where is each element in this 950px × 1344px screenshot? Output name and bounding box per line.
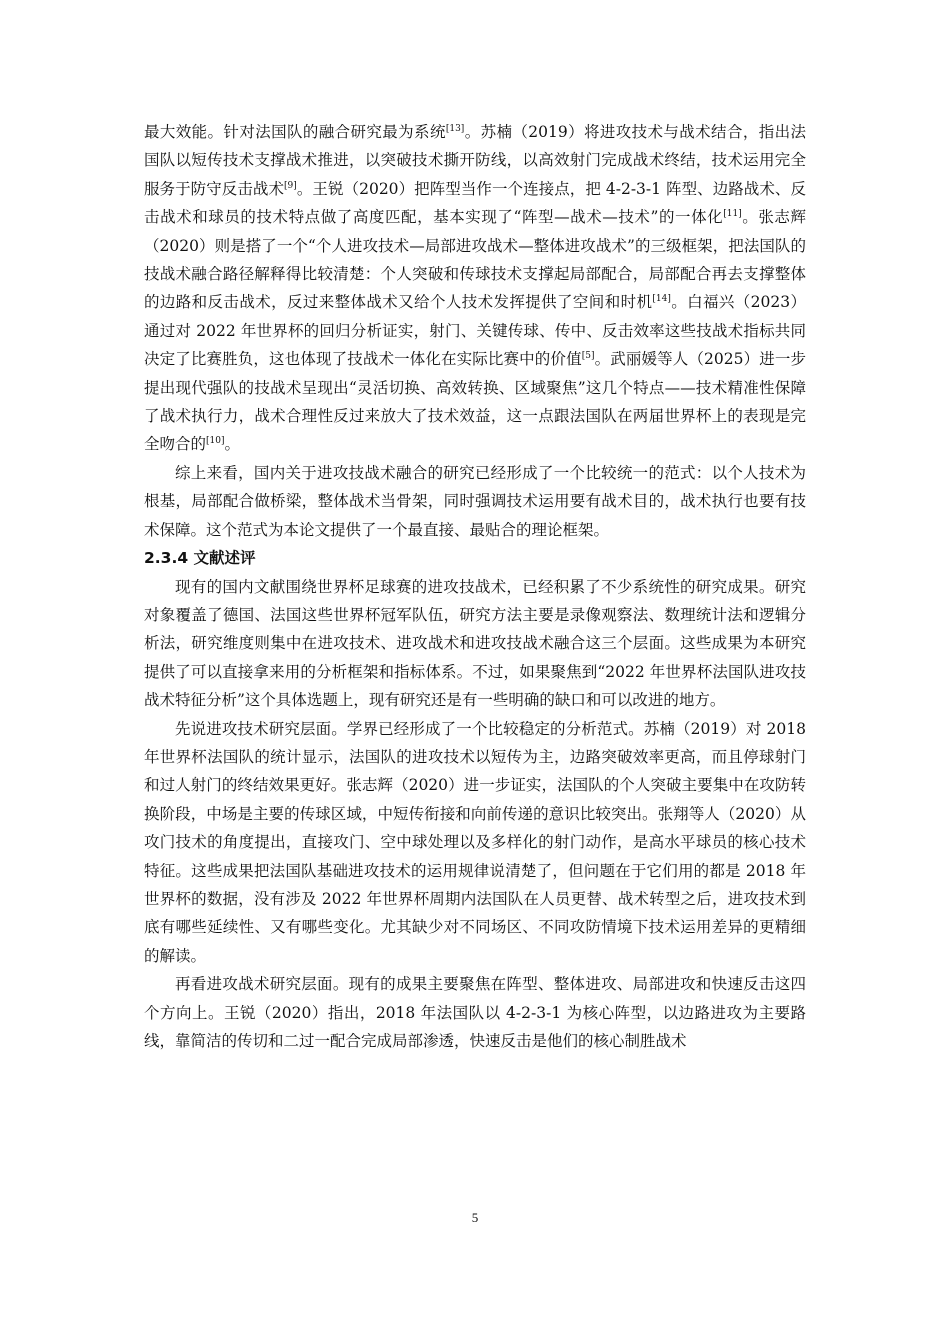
citation-marker: [11]	[723, 209, 742, 220]
paragraph-text: 。王锐（2020）把阵型当作一个连接点，把 4-2-3-1 阵型、边路战术、反击战术和球员的技术特点做了高度匹配，基本实现了“阵型—战术—技术”的一体化	[144, 179, 806, 227]
citation-marker: [14]	[652, 294, 671, 305]
paragraph-text: 最大效能。针对法国队的融合研究最为系统	[144, 123, 446, 141]
paragraph-text: 。苏楠（2019）将进攻技术与战术结合，指出法国队以短传技术支撑战术推进，以突破技术撕开防线，以高效射门完成战术终结，技术运用完全服务于防守反击战术	[144, 123, 806, 198]
paragraph-group-after-heading	[144, 573, 806, 1056]
citation-marker: [5]	[581, 351, 595, 362]
citation-marker: [10]	[206, 436, 225, 447]
page-number: 5	[471, 1210, 479, 1225]
page-body	[144, 118, 806, 1055]
paragraph-text: 。白福兴（2023）通过对 2022 年世界杯的回归分析证实，射门、关键传球、传中、反击效率这些技战术指标共同决定了比赛胜负，这也体现了技战术一体化在实际比赛中的价值	[144, 293, 806, 369]
citation-marker: [9]	[284, 180, 297, 191]
paragraph-text: 再看进攻战术研究层面。现有的成果主要聚焦在阵型、整体进攻、局部进攻和快速反击这四个方向上。王锐（2020）指出，2018 年法国队以 4-2-3-1 为核心阵型，以边路进攻为主要路线，靠简洁的传切和二过一配合完成局部渗透，快速反击是他们的核心制胜战术	[144, 975, 806, 1050]
paragraph-text: 。张志辉（2020）则是搭了一个“个人进攻技术—局部进攻战术—整体进攻战术”的三级框架，把法国队的技战术融合路径解释得比较清楚：个人突破和传球技术支撑起局部配合，局部配合再去支撑整体的边路和反击战术，反过来整体战术又给个人技术发挥提供了空间和时机	[144, 208, 806, 312]
section-heading: 2.3.4 文献述评	[144, 549, 256, 568]
body-paragraph	[144, 715, 806, 971]
paragraph-text: 综上来看，国内关于进攻技战术融合的研究已经形成了一个比较统一的范式：以个人技术为根基，局部配合做桥梁，整体战术当骨架，同时强调技术运用要有战术目的，战术执行也要有技术保障。这个范式为本论文提供了一个最直接、最贴合的理论框架。	[144, 463, 806, 539]
body-paragraph	[144, 118, 806, 459]
body-paragraph	[144, 970, 806, 1055]
paragraph-text: 现有的国内文献围绕世界杯足球赛的进攻技战术，已经积累了不少系统性的研究成果。研究对象覆盖了德国、法国这些世界杯冠军队伍，研究方法主要是录像观察法、数理统计法和逻辑分析法，研究维度则集中在进攻技术、进攻战术和进攻技战术融合这三个层面。这些成果为本研究提供了可以直接拿来用的分析框架和指标体系。不过，如果聚焦到“2022 年世界杯法国队进攻技战术特征分析”这个具体选题上，现有研究还是有一些明确的缺口和可以改进的地方。	[144, 577, 806, 710]
paragraph-text: 。	[224, 435, 241, 454]
paragraph-group-before-heading	[144, 118, 806, 544]
paragraph-text: 。武丽媛等人（2025）进一步提出现代强队的技战术呈现出“灵活切换、高效转换、区域聚焦”这几个特点——技术精准性保障了战术执行力，战术合理性反过来放大了技术效益，这一点跟法国队在两届世界杯上的表现是完全吻合的	[144, 350, 806, 454]
citation-marker: [13]	[445, 124, 465, 134]
body-paragraph	[144, 459, 806, 544]
body-paragraph	[144, 573, 806, 715]
paragraph-text: 先说进攻技术研究层面。学界已经形成了一个比较稳定的分析范式。苏楠（2019）对 2018 年世界杯法国队的统计显示，法国队的进攻技术以短传为主，边路突破效率更高，而且停球射门和过人射门的终结效果更好。张志辉（2020）进一步证实，法国队的个人突破主要集中在攻防转换阶段，中场是主要的传球区域，中短传衔接和向前传递的意识比较突出。张翔等人（2020）从攻门技术的角度提出，直接攻门、空中球处理以及多样化的射门动作，是高水平球员的核心技术特征。这些成果把法国队基础进攻技术的运用规律说清楚了，但问题在于它们用的都是 2018 年世界杯的数据，没有涉及 2022 年世界杯周期内法国队在人员更替、战术转型之后，进攻技术到底有哪些延续性、又有哪些变化。尤其缺少对不同场区、不同攻防情境下技术运用差异的更精细的解读。	[144, 719, 806, 965]
